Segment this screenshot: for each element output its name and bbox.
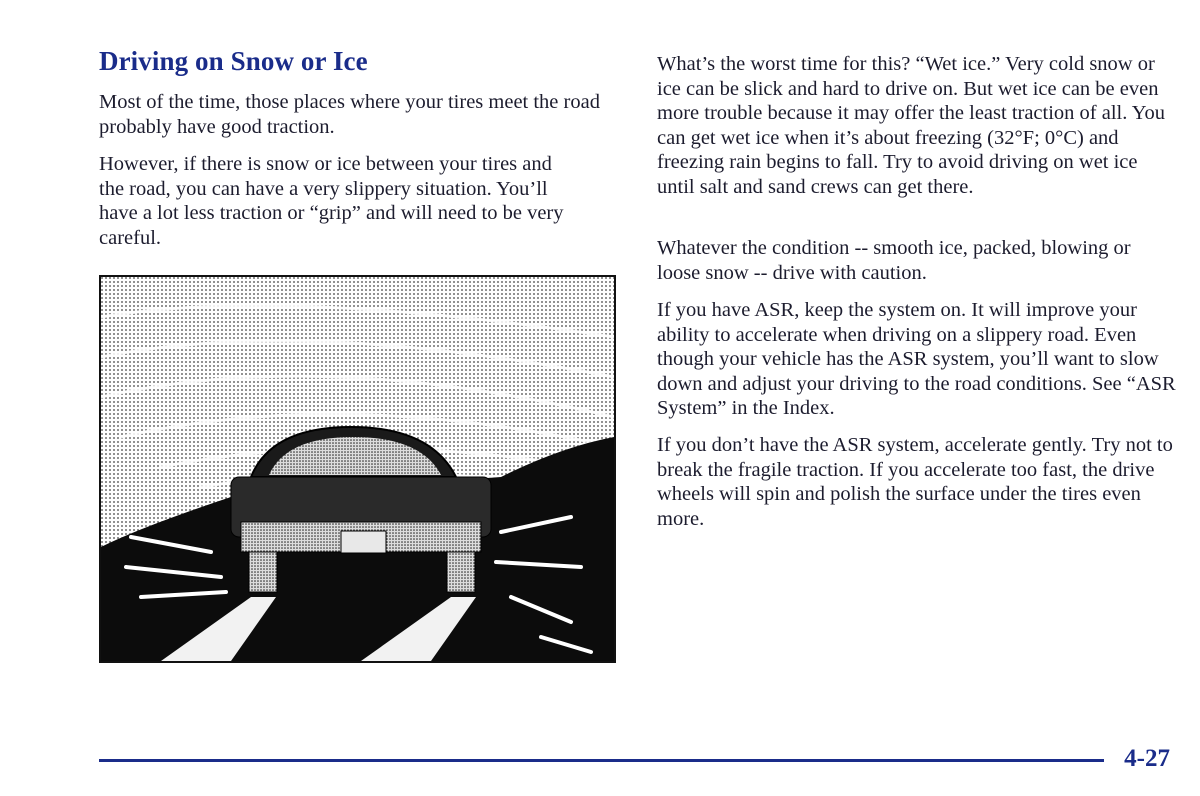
wet-ice-paragraph: What’s the worst time for this? “Wet ice.” Very cold snow or ice can be slick and hard to drive on. But wet ice can be even more trouble because it may offer the least traction of all. You can get wet ice when it’s about freezing (32°F; 0°C) and freezing rain begins to fall. Try to avoid driving on wet ice until salt and sand crews can get there. xyxy=(657,53,1165,198)
footer-rule xyxy=(99,759,1104,762)
no-asr-paragraph: If you don’t have the ASR system, accelerate gently. Try not to break the fragile traction. If you accelerate too fast, the drive wheels will spin and polish the surface under the tires even more. xyxy=(657,434,1173,530)
caution-paragraph: Whatever the condition -- smooth ice, packed, blowing or loose snow -- drive with caution. xyxy=(657,237,1131,284)
car-on-ice-illustration xyxy=(99,275,616,663)
intro-paragraph: Most of the time, those places where your tires meet the road probably have good traction. xyxy=(99,91,600,138)
slippery-paragraph: However, if there is snow or ice between your tires and the road, you can have a very slippery situation. You’ll have a lot less traction or “grip” and will need to be very careful. xyxy=(99,153,564,249)
section-heading: Driving on Snow or Ice xyxy=(99,46,368,76)
page-number: 4-27 xyxy=(1124,745,1170,772)
asr-paragraph: If you have ASR, keep the system on. It will improve your ability to accelerate when driving on a slippery road. Even though your vehicle has the ASR system, you’ll want to slow down and adjust your driving to the road conditions. See “ASR System” in the Index. xyxy=(657,299,1176,419)
